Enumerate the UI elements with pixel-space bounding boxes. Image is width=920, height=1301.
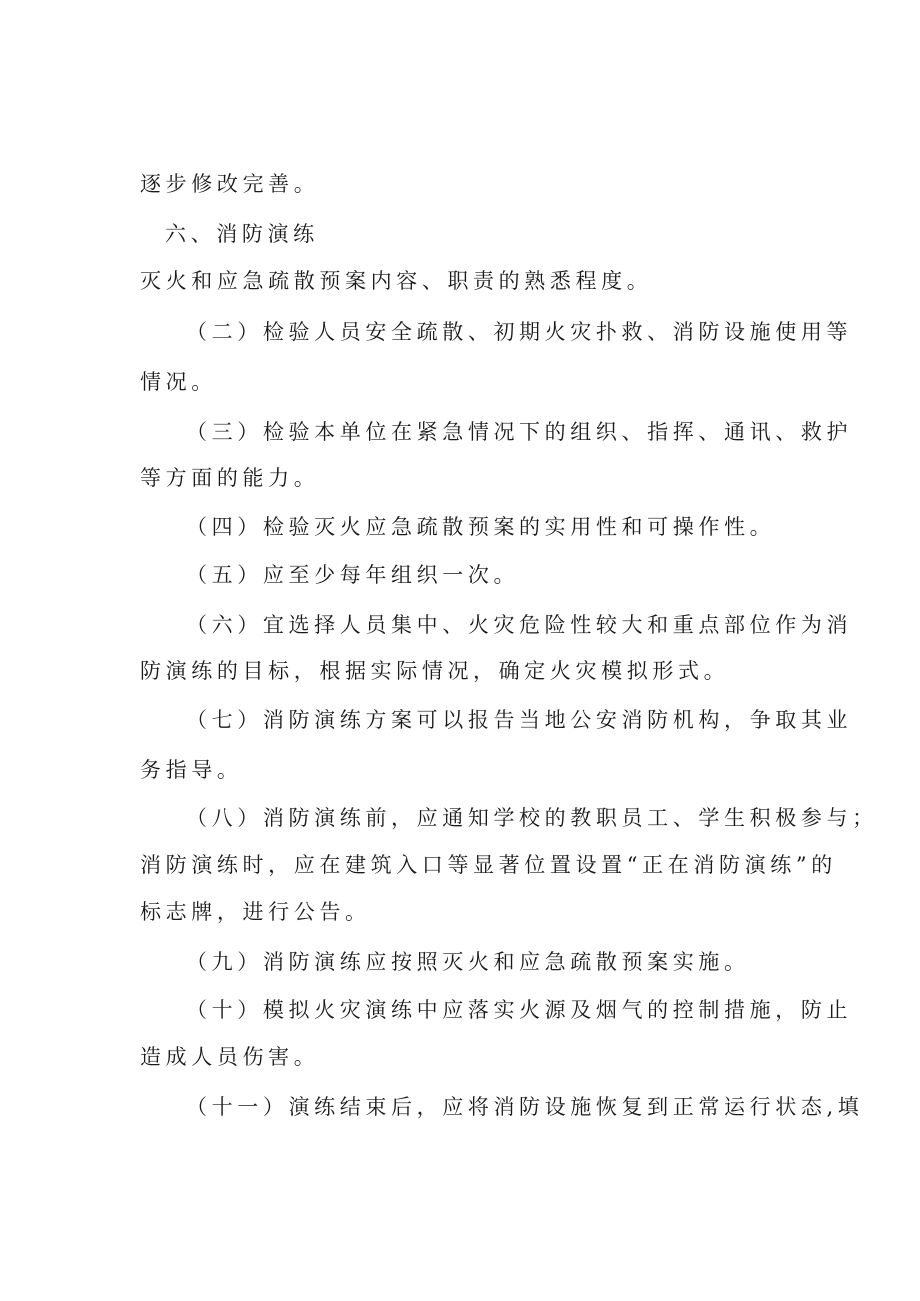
text-line: （十）模拟火灾演练中应落实火源及烟气的控制措施，防止 (186, 998, 853, 1022)
text-line: （九）消防演练应按照灭火和应急疏散预案实施。 (186, 950, 750, 974)
text-line: （二）检验人员安全疏散、初期火灾扑救、消防设施使用等 (186, 320, 853, 344)
text-line: 灭火和应急疏散预案内容、职责的熟悉程度。 (140, 269, 653, 293)
text-line: 造成人员伤害。 (140, 1045, 320, 1069)
text-line: 逐步修改完善。 (140, 172, 320, 196)
text-line: 务指导。 (140, 758, 243, 782)
section-heading: 六、消防演练 (165, 222, 319, 246)
text-line: （五）应至少每年组织一次。 (186, 563, 520, 587)
text-line: （七）消防演练方案可以报告当地公安消防机构，争取其业 (186, 708, 853, 732)
text-line: 情况。 (140, 370, 217, 394)
text-line: （三）检验本单位在紧急情况下的组织、指挥、通讯、救护 (186, 420, 853, 444)
text-line: 防演练的目标，根据实际情况，确定火灾模拟形式。 (140, 659, 730, 683)
text-line: （六）宜选择人员集中、火灾危险性较大和重点部位作为消 (186, 613, 853, 637)
text-line: 消防演练时，应在建筑入口等显著位置设置“正在消防演练”的 (140, 853, 837, 877)
text-line: 等方面的能力。 (140, 466, 320, 490)
text-line: （四）检验灭火应急疏散预案的实用性和可操作性。 (186, 515, 776, 539)
text-line: 标志牌，进行公告。 (140, 900, 371, 924)
text-line: （十一）演练结束后，应将消防设施恢复到正常运行状态,填 (186, 1095, 864, 1119)
text-line: （八）消防演练前，应通知学校的教职员工、学生积极参与； (186, 806, 878, 830)
